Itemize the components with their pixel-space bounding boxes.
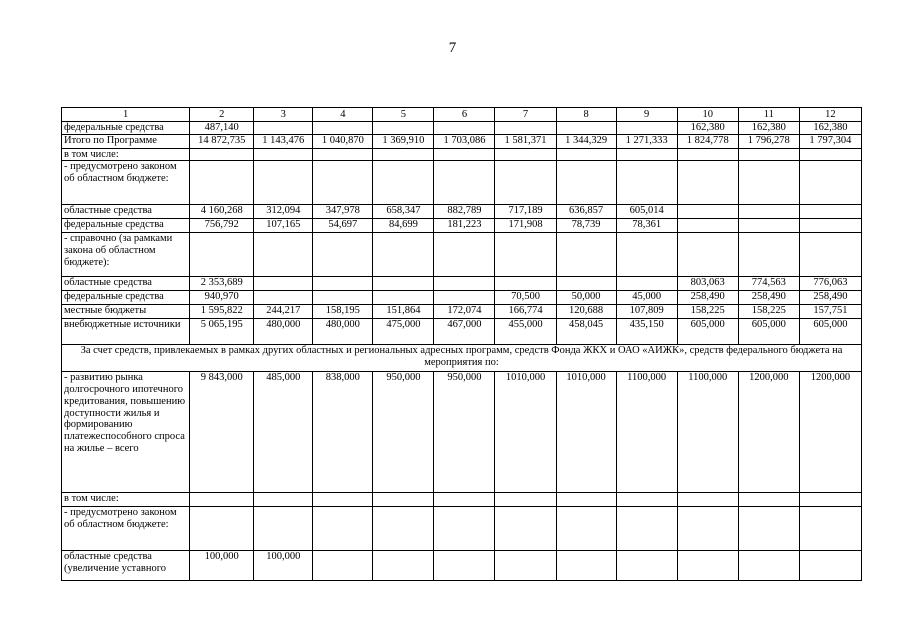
table-cell xyxy=(495,277,556,291)
table-cell: 2 353,689 xyxy=(190,277,254,291)
table-cell: 258,490 xyxy=(799,291,861,305)
table-cell: 5 065,195 xyxy=(190,319,254,345)
table-cell xyxy=(677,493,738,507)
table-cell xyxy=(799,161,861,205)
table-row xyxy=(62,291,862,305)
table-cell: 1010,000 xyxy=(556,372,616,493)
table-cell xyxy=(799,551,861,581)
table-cell xyxy=(190,507,254,551)
table-cell xyxy=(254,233,313,277)
table-cell: 1 369,910 xyxy=(373,134,434,148)
table-cell: 78,361 xyxy=(616,219,677,233)
table-row xyxy=(62,372,862,493)
table-cell: 158,225 xyxy=(738,305,799,319)
table-cell xyxy=(313,121,373,134)
table-cell: 1 595,822 xyxy=(190,305,254,319)
table-header-row xyxy=(62,108,862,122)
table-cell: 455,000 xyxy=(495,319,556,345)
table-cell xyxy=(313,493,373,507)
table-row xyxy=(62,205,862,219)
row-label: внебюджетные источники xyxy=(62,319,190,345)
table-cell xyxy=(556,551,616,581)
column-header: 3 xyxy=(254,108,313,122)
table-cell xyxy=(313,291,373,305)
table-cell xyxy=(434,148,495,161)
table-cell xyxy=(313,507,373,551)
table-cell xyxy=(434,291,495,305)
table-cell xyxy=(373,233,434,277)
section-heading: За счет средств, привлекаемых в рамках других областных и региональных адресных программ, средств Фонда ЖКХ и ОАО «АИЖК», средств федерального бюджета на мероприятия по: xyxy=(62,345,862,372)
table-cell xyxy=(738,148,799,161)
table-cell xyxy=(616,277,677,291)
row-label: областные средства (увеличение уставного xyxy=(62,551,190,581)
table-cell xyxy=(616,121,677,134)
table-row xyxy=(62,134,862,148)
row-label: федеральные средства xyxy=(62,291,190,305)
table-cell: 1100,000 xyxy=(616,372,677,493)
table-cell xyxy=(373,291,434,305)
table-cell: 9 843,000 xyxy=(190,372,254,493)
table-cell xyxy=(677,148,738,161)
table-cell: 258,490 xyxy=(677,291,738,305)
table-cell xyxy=(616,233,677,277)
table-cell xyxy=(738,161,799,205)
table-cell xyxy=(313,551,373,581)
table-cell xyxy=(434,161,495,205)
table-cell xyxy=(738,233,799,277)
table-cell xyxy=(373,121,434,134)
table-cell: 838,000 xyxy=(313,372,373,493)
table-cell xyxy=(495,233,556,277)
table-cell xyxy=(495,551,556,581)
column-header: 1 xyxy=(62,108,190,122)
table-cell xyxy=(373,148,434,161)
table-cell: 950,000 xyxy=(434,372,495,493)
table-cell: 100,000 xyxy=(254,551,313,581)
table-cell xyxy=(495,507,556,551)
table-cell xyxy=(495,161,556,205)
table-cell xyxy=(313,277,373,291)
table-cell: 162,380 xyxy=(799,121,861,134)
table-cell: 84,699 xyxy=(373,219,434,233)
column-header: 9 xyxy=(616,108,677,122)
table-cell xyxy=(190,161,254,205)
table-cell xyxy=(799,507,861,551)
table-cell: 171,908 xyxy=(495,219,556,233)
table-cell: 950,000 xyxy=(373,372,434,493)
table-cell: 480,000 xyxy=(254,319,313,345)
table-cell: 172,074 xyxy=(434,305,495,319)
table-cell xyxy=(434,277,495,291)
table-cell xyxy=(495,493,556,507)
table-cell xyxy=(254,493,313,507)
row-label: Итого по Программе xyxy=(62,134,190,148)
table-cell: 467,000 xyxy=(434,319,495,345)
table-row xyxy=(62,319,862,345)
table-cell: 78,739 xyxy=(556,219,616,233)
table-row xyxy=(62,121,862,134)
table-cell xyxy=(313,148,373,161)
row-label: - предусмотрено законом об областном бюджете: xyxy=(62,161,190,205)
table-cell xyxy=(616,493,677,507)
table-cell: 774,563 xyxy=(738,277,799,291)
table-cell: 1010,000 xyxy=(495,372,556,493)
table-cell: 882,789 xyxy=(434,205,495,219)
table-row xyxy=(62,493,862,507)
table-cell xyxy=(738,507,799,551)
table-cell xyxy=(677,205,738,219)
table-cell xyxy=(556,277,616,291)
table-cell xyxy=(556,121,616,134)
table-cell xyxy=(373,493,434,507)
table-cell xyxy=(495,121,556,134)
row-label: - развитию рынка долгосрочного ипотечного кредитования, повышению доступности жилья и формированию платежеспособного спроса на жилье – всего xyxy=(62,372,190,493)
table-cell xyxy=(677,551,738,581)
table-cell xyxy=(799,233,861,277)
row-label: - предусмотрено законом об областном бюджете: xyxy=(62,507,190,551)
row-label: областные средства xyxy=(62,277,190,291)
column-header: 11 xyxy=(738,108,799,122)
table-cell: 1200,000 xyxy=(738,372,799,493)
table-cell: 120,688 xyxy=(556,305,616,319)
table-row xyxy=(62,551,862,581)
table-cell: 158,195 xyxy=(313,305,373,319)
table-row xyxy=(62,148,862,161)
table-cell: 776,063 xyxy=(799,277,861,291)
table-cell xyxy=(677,219,738,233)
table-cell xyxy=(313,233,373,277)
table-cell xyxy=(799,148,861,161)
row-label: федеральные средства xyxy=(62,219,190,233)
table-cell: 107,809 xyxy=(616,305,677,319)
table-cell xyxy=(738,493,799,507)
table-cell: 1 796,278 xyxy=(738,134,799,148)
table-cell: 347,978 xyxy=(313,205,373,219)
table-cell: 803,063 xyxy=(677,277,738,291)
table-cell xyxy=(373,161,434,205)
table-cell: 756,792 xyxy=(190,219,254,233)
table-cell xyxy=(254,507,313,551)
table-cell: 480,000 xyxy=(313,319,373,345)
section-heading-row xyxy=(62,345,862,372)
table-cell: 54,697 xyxy=(313,219,373,233)
table-row xyxy=(62,161,862,205)
table-cell: 940,970 xyxy=(190,291,254,305)
table-row xyxy=(62,233,862,277)
table-cell: 475,000 xyxy=(373,319,434,345)
table-row xyxy=(62,219,862,233)
table-row xyxy=(62,305,862,319)
table-cell: 162,380 xyxy=(677,121,738,134)
table-cell: 1 344,329 xyxy=(556,134,616,148)
column-header: 10 xyxy=(677,108,738,122)
table-cell xyxy=(190,233,254,277)
table-cell xyxy=(434,507,495,551)
table-cell: 485,000 xyxy=(254,372,313,493)
table-cell: 605,000 xyxy=(677,319,738,345)
table-cell: 100,000 xyxy=(190,551,254,581)
column-header: 5 xyxy=(373,108,434,122)
table-cell: 181,223 xyxy=(434,219,495,233)
row-label: федеральные средства xyxy=(62,121,190,134)
table-cell xyxy=(738,219,799,233)
table-cell: 1 040,870 xyxy=(313,134,373,148)
table-cell xyxy=(616,551,677,581)
table-cell: 1 703,086 xyxy=(434,134,495,148)
table-cell xyxy=(434,551,495,581)
table-cell: 1 271,333 xyxy=(616,134,677,148)
table-cell xyxy=(799,493,861,507)
table-cell: 258,490 xyxy=(738,291,799,305)
table-cell: 458,045 xyxy=(556,319,616,345)
table-cell: 4 160,268 xyxy=(190,205,254,219)
page-number: 7 xyxy=(448,40,457,56)
table-cell xyxy=(556,233,616,277)
table-cell: 107,165 xyxy=(254,219,313,233)
table-cell xyxy=(616,148,677,161)
table-cell xyxy=(556,507,616,551)
table-cell xyxy=(373,507,434,551)
table-cell xyxy=(313,161,373,205)
table-cell xyxy=(738,551,799,581)
table-cell: 14 872,735 xyxy=(190,134,254,148)
table-cell: 151,864 xyxy=(373,305,434,319)
table-cell xyxy=(254,291,313,305)
table-cell: 605,000 xyxy=(738,319,799,345)
table-cell: 1 143,476 xyxy=(254,134,313,148)
table-cell xyxy=(556,148,616,161)
column-header: 2 xyxy=(190,108,254,122)
table-row xyxy=(62,507,862,551)
row-label: в том числе: xyxy=(62,148,190,161)
table-cell: 158,225 xyxy=(677,305,738,319)
table-cell: 717,189 xyxy=(495,205,556,219)
table-cell: 487,140 xyxy=(190,121,254,134)
column-header: 6 xyxy=(434,108,495,122)
table-cell xyxy=(190,148,254,161)
column-header: 12 xyxy=(799,108,861,122)
row-label: - справочно (за рамками закона об областном бюджете): xyxy=(62,233,190,277)
table-cell: 1 581,371 xyxy=(495,134,556,148)
table-cell: 1200,000 xyxy=(799,372,861,493)
table-cell: 658,347 xyxy=(373,205,434,219)
table-cell xyxy=(738,205,799,219)
table-cell xyxy=(254,161,313,205)
table-cell xyxy=(799,205,861,219)
table-cell xyxy=(556,161,616,205)
table-row xyxy=(62,277,862,291)
table-cell xyxy=(190,493,254,507)
row-label: в том числе: xyxy=(62,493,190,507)
table-cell xyxy=(254,121,313,134)
table-cell xyxy=(434,121,495,134)
table-cell: 157,751 xyxy=(799,305,861,319)
table-cell xyxy=(677,161,738,205)
table-cell: 1 797,304 xyxy=(799,134,861,148)
table-cell xyxy=(373,277,434,291)
column-header: 4 xyxy=(313,108,373,122)
table-cell xyxy=(616,161,677,205)
table-cell xyxy=(495,148,556,161)
table-cell xyxy=(677,233,738,277)
table-cell xyxy=(799,219,861,233)
table-cell: 45,000 xyxy=(616,291,677,305)
table-cell: 50,000 xyxy=(556,291,616,305)
table-cell xyxy=(434,233,495,277)
table-cell xyxy=(254,148,313,161)
table-cell xyxy=(677,507,738,551)
table-cell: 244,217 xyxy=(254,305,313,319)
table-cell: 1100,000 xyxy=(677,372,738,493)
table-cell xyxy=(616,507,677,551)
table-cell: 312,094 xyxy=(254,205,313,219)
table-cell: 435,150 xyxy=(616,319,677,345)
table-cell: 1 824,778 xyxy=(677,134,738,148)
table-cell xyxy=(556,493,616,507)
table-cell: 636,857 xyxy=(556,205,616,219)
table-cell: 605,014 xyxy=(616,205,677,219)
table-cell xyxy=(373,551,434,581)
row-label: областные средства xyxy=(62,205,190,219)
table-cell: 70,500 xyxy=(495,291,556,305)
row-label: местные бюджеты xyxy=(62,305,190,319)
column-header: 8 xyxy=(556,108,616,122)
table-cell: 162,380 xyxy=(738,121,799,134)
table-cell: 166,774 xyxy=(495,305,556,319)
budget-table xyxy=(61,107,862,581)
table-cell xyxy=(254,277,313,291)
column-header: 7 xyxy=(495,108,556,122)
table-cell: 605,000 xyxy=(799,319,861,345)
table-cell xyxy=(434,493,495,507)
